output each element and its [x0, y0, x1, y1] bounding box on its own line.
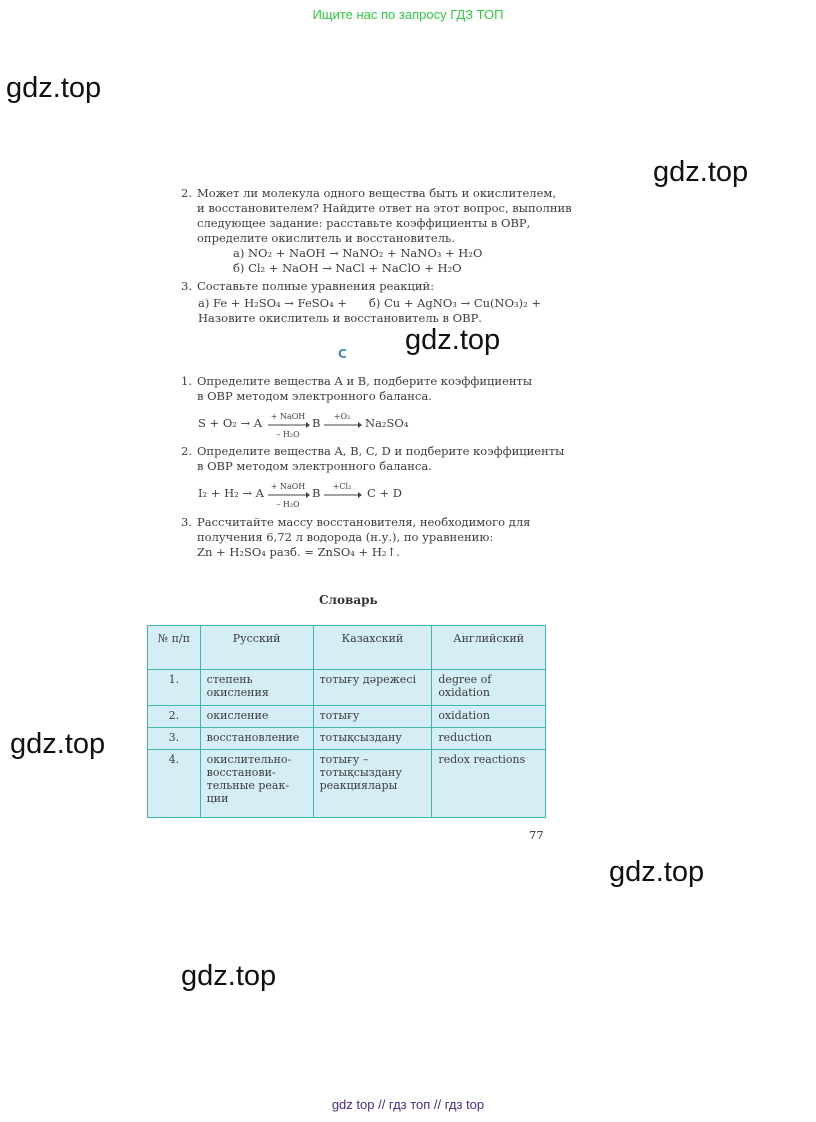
dictionary-title: Словарь: [319, 593, 378, 607]
arrow-bottom-label: – H₂O: [276, 500, 300, 509]
arrow-icon: [324, 491, 362, 499]
arrow-top-label: +O₂: [333, 412, 351, 421]
table-cell: тотығу дәрежесі: [313, 670, 432, 706]
task-number: 2.: [181, 186, 192, 200]
table-row: [148, 706, 546, 728]
table-cell: восстановление: [200, 728, 313, 750]
task-text: получения 6,72 л водорода (н.у.), по уравнению:: [197, 530, 494, 544]
task-text: Определите вещества A, B, C, D и подберите коэффициенты: [197, 444, 565, 458]
substance-b: B: [312, 416, 321, 430]
c-task-2: [181, 444, 564, 474]
task-text: Составьте полные уравнения реакций:: [197, 279, 435, 293]
task-text: следующее задание: расставьте коэффициенты в ОВР,: [197, 216, 531, 230]
scheme-start: S + O₂ → A: [198, 416, 263, 430]
table-cell: 4.: [148, 750, 201, 818]
task-text: в ОВР методом электронного баланса.: [197, 389, 432, 403]
arrow-top-label: +Cl₂: [332, 482, 352, 491]
task-text: Рассчитайте массу восстановителя, необходимого для: [197, 515, 531, 529]
watermark: gdz.top: [609, 856, 705, 888]
section-heading: С: [338, 347, 347, 361]
table-row: [148, 728, 546, 750]
task-text: Определите вещества A и B, подберите коэффициенты: [197, 374, 533, 388]
table-row: [148, 670, 546, 706]
column-header: Английский: [432, 626, 546, 670]
page-number: 77: [529, 828, 544, 842]
scheme-start: I₂ + H₂ → A: [198, 486, 264, 500]
table-cell: redox reactions: [432, 750, 546, 818]
watermark: gdz.top: [6, 72, 102, 104]
task-3-text: Назовите окислитель и восстановитель в ОВР.: [198, 311, 482, 325]
task-number: 3.: [181, 279, 192, 293]
task-text: Может ли молекула одного вещества быть и окислителем,: [197, 186, 556, 200]
task-text: определите окислитель и восстановитель.: [197, 231, 455, 245]
task-text: Zn + H₂SO₄ разб. = ZnSO₄ + H₂↑.: [197, 545, 400, 559]
table-cell: степень окисления: [200, 670, 313, 706]
substance-b: B: [312, 486, 321, 500]
arrow-icon: [324, 421, 362, 429]
watermark: gdz.top: [181, 960, 277, 992]
table-cell: 2.: [148, 706, 201, 728]
task-number: 2.: [181, 444, 192, 458]
table-cell: окисление: [200, 706, 313, 728]
table-cell: 1.: [148, 670, 201, 706]
table-cell: тотығу – тотықсыздану реакциялары: [313, 750, 432, 818]
top-banner[interactable]: Ищите нас по запросу ГДЗ ТОП: [312, 7, 504, 22]
watermark: gdz.top: [405, 324, 501, 356]
c-task-3: [181, 515, 530, 560]
product: C + D: [367, 486, 402, 500]
column-header: № п/п: [148, 626, 201, 670]
table-header-row: [148, 626, 546, 670]
column-header: Русский: [200, 626, 313, 670]
arrow-top-label: + NaOH: [270, 482, 306, 491]
task-number: 3.: [181, 515, 192, 529]
table-cell: окислительно-восстанови-тельные реак-ции: [200, 750, 313, 818]
table-cell: degree of oxidation: [432, 670, 546, 706]
equation-b: б) Cl₂ + NaOH → NaCl + NaClO + H₂O: [233, 261, 462, 275]
task-3-equations: а) Fe + H₂SO₄ → FeSO₄ + б) Cu + AgNO₃ → Cu(NO₃)₂ +: [198, 296, 542, 310]
footer-links[interactable]: gdz top // гдз топ // гдз top: [331, 1097, 485, 1112]
table-row: [148, 750, 546, 818]
table-cell: reduction: [432, 728, 546, 750]
c-task-1: [181, 374, 532, 404]
task-2: [181, 186, 572, 246]
watermark: gdz.top: [653, 156, 749, 188]
arrow-top-label: + NaOH: [270, 412, 306, 421]
table-cell: oxidation: [432, 706, 546, 728]
table-cell: тотықсыздану: [313, 728, 432, 750]
equation-a: а) NO₂ + NaOH → NaNO₂ + NaNO₃ + H₂O: [233, 246, 483, 260]
dictionary-table: [147, 625, 546, 818]
watermark: gdz.top: [10, 728, 106, 760]
task-number: 1.: [181, 374, 192, 388]
task-text: и восстановителем? Найдите ответ на этот вопрос, выполнив: [197, 201, 572, 215]
task-text: в ОВР методом электронного баланса.: [197, 459, 432, 473]
table-cell: тотығу: [313, 706, 432, 728]
product: Na₂SO₄: [365, 416, 409, 430]
task-3: [181, 279, 434, 294]
arrow-bottom-label: – H₂O: [276, 430, 300, 439]
table-cell: 3.: [148, 728, 201, 750]
column-header: Казахский: [313, 626, 432, 670]
